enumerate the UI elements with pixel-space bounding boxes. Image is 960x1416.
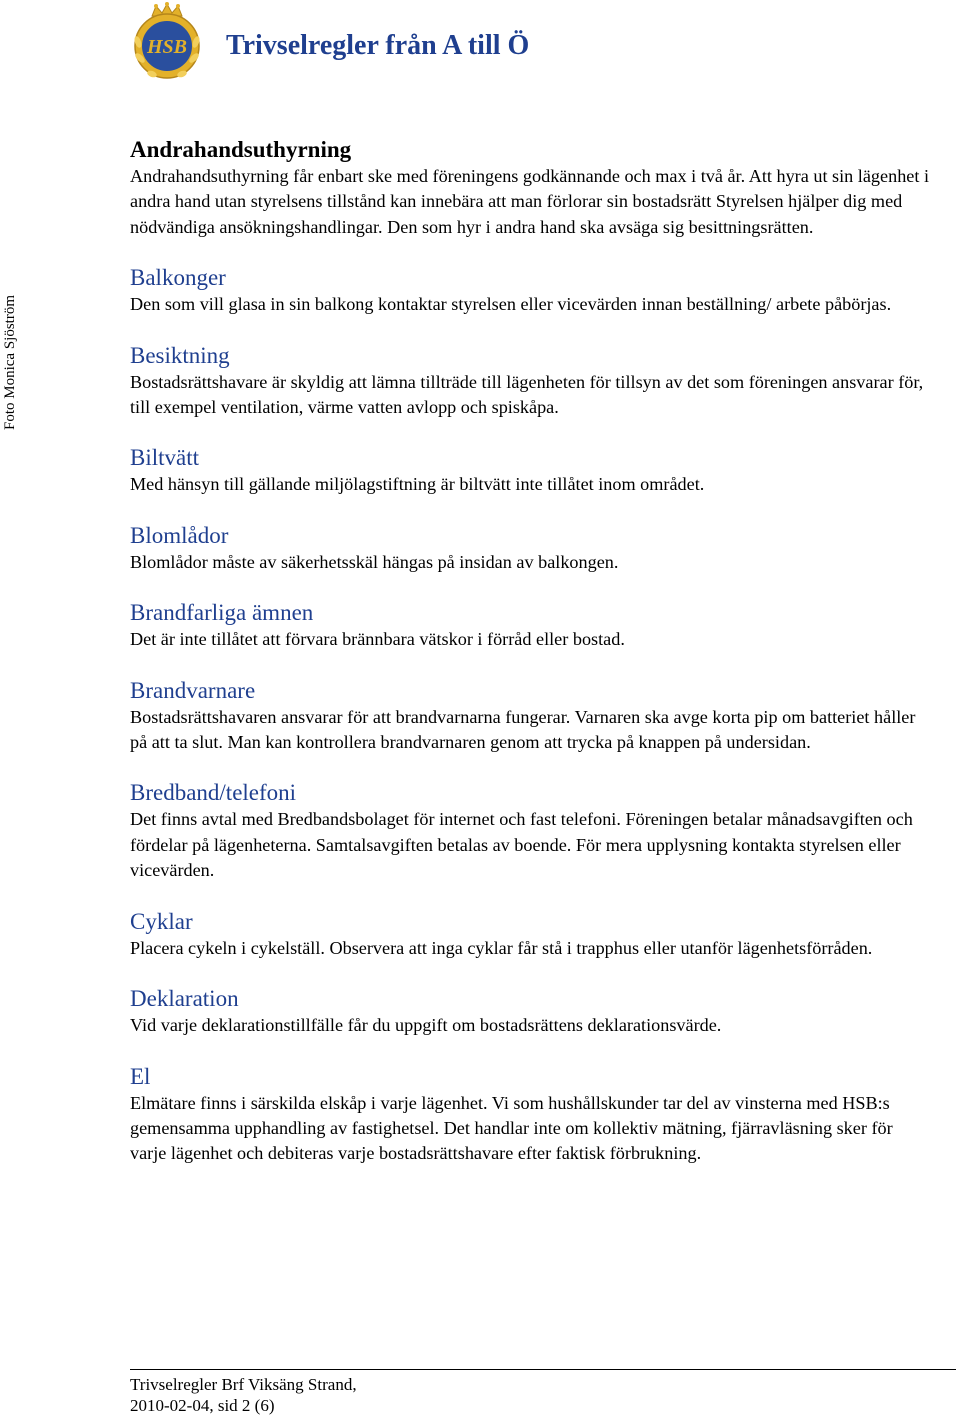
section-text: Placera cykeln i cykelställ. Observera att inga cyklar får stå i trapphus eller utanför lägenhetsförråden.: [130, 937, 873, 958]
rule-section: [130, 136, 930, 240]
section-heading: El: [130, 1063, 151, 1089]
section-heading: Bredband/telefoni: [130, 780, 297, 806]
rules-list: [130, 136, 930, 1191]
footer-document-name: Trivselregler Brf Viksäng Strand,: [130, 1375, 357, 1394]
section-heading: Balkonger: [130, 265, 226, 291]
photo-credit: Foto Monica Sjöström: [2, 294, 18, 430]
hsb-logo: [122, 2, 212, 82]
section-text: Andrahandsuthyrning får enbart ske med föreningens godkännande och max i två år. Att hyra ut sin lägenhet i andra hand utan styrelsens tillstånd kan innebära att man förlorar sin bostadsrätt Styrelsen hjälper dig med nödvändiga ansökningshandlingar. Den som hyr i andra hand ska avsäga sig besittningsrätten.: [130, 166, 930, 237]
section-heading: Andrahandsuthyrning: [130, 137, 352, 162]
rule-section: [130, 779, 930, 883]
section-text: Blomlådor måste av säkerhetsskäl hängas på insidan av balkongen.: [130, 551, 619, 572]
section-text: Vid varje deklarationstillfälle får du uppgift om bostadsrättens deklarationsvärde.: [130, 1015, 722, 1036]
rule-section: [130, 908, 930, 961]
rule-section: [130, 264, 930, 317]
page-footer: [130, 1374, 357, 1416]
footer-divider: [130, 1369, 956, 1370]
section-heading: Brandfarliga ämnen: [130, 600, 314, 626]
section-heading: Biltvätt: [130, 445, 199, 471]
section-text: Den som vill glasa in sin balkong kontaktar styrelsen eller vicevärden innan beställning/ arbete påbörjas.: [130, 294, 892, 315]
rule-section: [130, 599, 930, 652]
section-heading: Brandvarnare: [130, 677, 256, 703]
section-text: Med hänsyn till gällande miljölagstiftning är biltvätt inte tillåtet inom området.: [130, 474, 705, 495]
rule-section: [130, 444, 930, 497]
svg-text:HSB: HSB: [146, 36, 188, 58]
section-heading: Blomlådor: [130, 522, 229, 548]
rule-section: [130, 1063, 930, 1167]
section-heading: Besiktning: [130, 342, 230, 368]
section-text: Bostadsrättshavaren ansvarar för att brandvarnarna fungerar. Varnaren ska avge korta pip om batteriet håller på att ta slut. Man kan kontrollera brandvarnaren genom att trycka på knappen på undersidan.: [130, 706, 916, 753]
section-heading: Deklaration: [130, 986, 239, 1012]
rule-section: [130, 522, 930, 575]
page-header: [122, 2, 212, 82]
section-text: Elmätare finns i särskilda elskåp i varje lägenhet. Vi som hushållskunder tar del av vinsterna med HSB:s gemensamma upphandling av fastighetsel. Det handlar inte om kollektiv mätning, fjärravläsning sker för varje lägenhet och debiteras varje bostadsrättshavare efter faktisk förbrukning.: [130, 1092, 893, 1164]
section-heading: Cyklar: [130, 908, 193, 934]
page-title: Trivselregler från A till Ö: [226, 30, 530, 61]
rule-section: [130, 677, 930, 756]
rule-section: [130, 985, 930, 1038]
section-text: Bostadsrättshavare är skyldig att lämna tillträde till lägenheten för tillsyn av det som föreningen ansvarar för, till exempel ventilation, värme vatten avlopp och spiskåpa.: [130, 371, 924, 418]
footer-date-page: 2010-02-04, sid 2 (6): [130, 1396, 275, 1415]
section-text: Det finns avtal med Bredbandsbolaget för internet och fast telefoni. Föreningen betalar månadsavgiften och fördelar på lägenheterna. Samtalsavgiften betalas av boende. För mera upplysning kontakta styrelsen eller vicevärden.: [130, 809, 913, 881]
rule-section: [130, 342, 930, 421]
section-text: Det är inte tillåtet att förvara brännbara vätskor i förråd eller bostad.: [130, 629, 625, 650]
